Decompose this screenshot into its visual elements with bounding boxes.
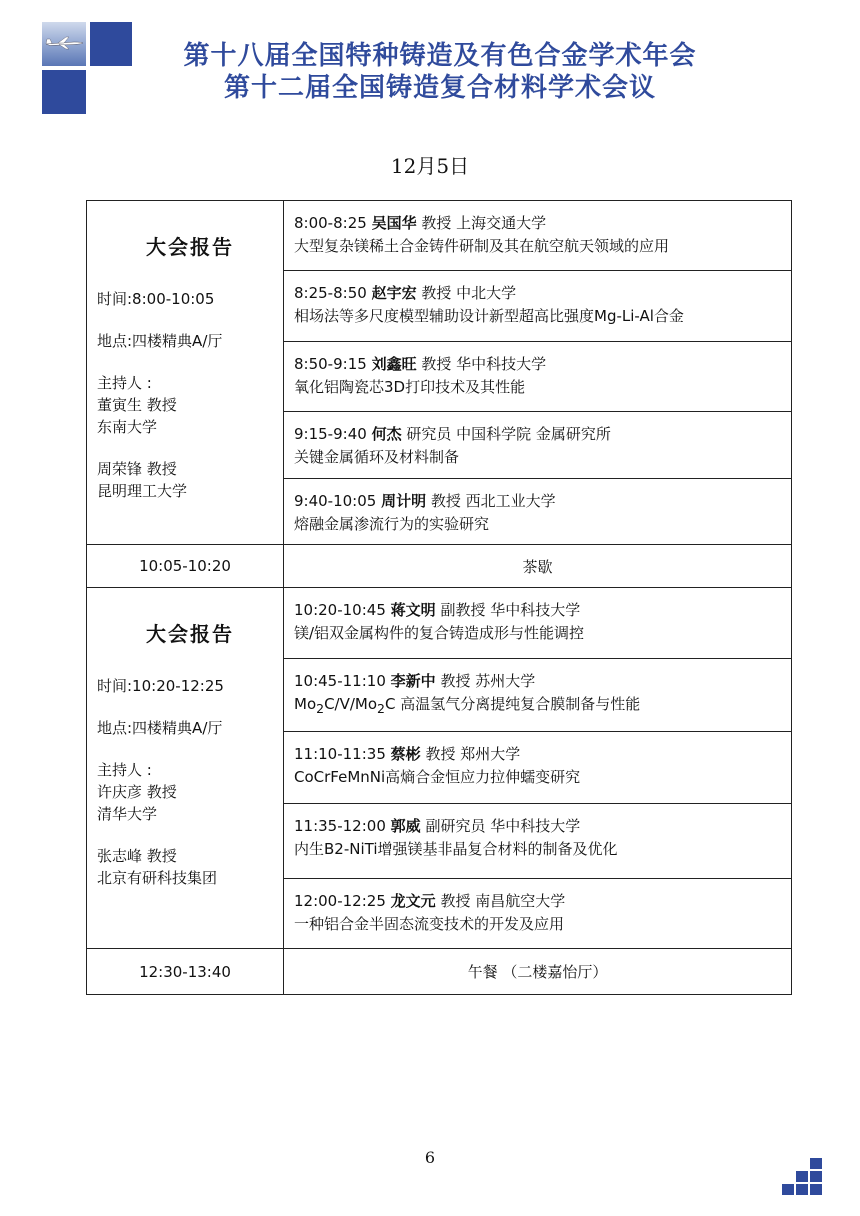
logo-square xyxy=(90,22,132,66)
corner-decoration xyxy=(782,1158,824,1196)
talk-info: 副教授 华中科技大学 xyxy=(440,601,581,619)
talk-time: 8:50-9:15 xyxy=(294,355,367,373)
talk-info: 副研究员 华中科技大学 xyxy=(425,817,581,835)
session-place: 地点:四楼精典A/厅 xyxy=(97,719,223,737)
talk-info: 研究员 中国科学院 金属研究所 xyxy=(406,425,611,443)
conference-logo xyxy=(42,22,132,114)
session-place: 地点:四楼精典A/厅 xyxy=(97,332,223,350)
conference-title xyxy=(140,40,740,104)
table-row xyxy=(87,949,792,995)
talk-time: 11:35-12:00 xyxy=(294,817,386,835)
talk-time: 8:00-8:25 xyxy=(294,214,367,232)
talk-time: 10:45-11:10 xyxy=(294,672,386,690)
table-row xyxy=(87,545,792,588)
talk-time: 12:00-12:25 xyxy=(294,892,386,910)
session-time: 时间:8:00-10:05 xyxy=(97,290,215,308)
schedule-table xyxy=(86,200,792,995)
talk-time: 9:15-9:40 xyxy=(294,425,367,443)
talk-topic: $Mo_2C/V/Mo_2C$ 高温氢气分离提纯复合膜制备与性能 xyxy=(294,695,641,716)
talk-cell xyxy=(284,342,792,412)
talk-info: 教授 上海交通大学 xyxy=(421,214,547,232)
talk-speaker: 吴国华 xyxy=(371,214,417,232)
talk-topic: 镁/铝双金属构件的复合铸造成形与性能调控 xyxy=(294,624,585,642)
host-org: 昆明理工大学 xyxy=(97,482,188,500)
talk-topic: 关键金属循环及材料制备 xyxy=(294,448,460,466)
talk-topic: 一种铝合金半固态流变技术的开发及应用 xyxy=(294,915,565,933)
host-org: 北京有研科技集团 xyxy=(97,869,218,887)
break-time: 12:30-13:40 xyxy=(87,949,284,995)
talk-cell xyxy=(284,412,792,479)
page-number: 6 xyxy=(424,1148,436,1167)
logo-square xyxy=(42,70,86,114)
talk-topic: CoCrFeMnNi高熵合金恒应力拉伸蠕变研究 xyxy=(294,768,581,786)
title-line-2: 第十二届全国铸造复合材料学术会议 xyxy=(223,73,656,103)
talk-time: 8:25-8:50 xyxy=(294,284,367,302)
break-time: 10:05-10:20 xyxy=(87,545,284,588)
session-2-info xyxy=(87,588,284,949)
host-label: 主持人 : xyxy=(97,374,152,392)
talk-info: 教授 苏州大学 xyxy=(440,672,536,690)
talk-info: 教授 中北大学 xyxy=(421,284,517,302)
host-name: 周荣锋 教授 xyxy=(97,460,177,478)
talk-cell xyxy=(284,732,792,804)
talk-speaker: 龙文元 xyxy=(390,892,436,910)
schedule-date: 12月5日 xyxy=(390,154,470,178)
session-title: 大会报告 xyxy=(146,235,234,259)
break-label: 茶歇 xyxy=(284,545,792,588)
talk-speaker: 刘鑫旺 xyxy=(371,355,417,373)
talk-topic: 熔融金属渗流行为的实验研究 xyxy=(294,515,490,533)
break-label: 午餐 （二楼嘉怡厅） xyxy=(284,949,792,995)
talk-topic: 大型复杂镁稀土合金铸件研制及其在航空航天领域的应用 xyxy=(294,237,670,255)
talk-info: 教授 西北工业大学 xyxy=(430,492,556,510)
airplane-image-tile xyxy=(42,22,86,66)
talk-info: 教授 郑州大学 xyxy=(425,745,521,763)
talk-cell xyxy=(284,659,792,732)
talk-speaker: 蒋文明 xyxy=(390,601,436,619)
talk-info: 教授 华中科技大学 xyxy=(421,355,547,373)
talk-time: 9:40-10:05 xyxy=(294,492,377,510)
airplane-icon xyxy=(44,36,84,50)
talk-speaker: 郭威 xyxy=(390,817,421,835)
talk-cell xyxy=(284,588,792,659)
talk-speaker: 李新中 xyxy=(390,672,436,690)
talk-speaker: 周计明 xyxy=(381,492,427,510)
session-1-info xyxy=(87,201,284,545)
session-time: 时间:10:20-12:25 xyxy=(97,677,224,695)
talk-topic: 氧化铝陶瓷芯3D打印技术及其性能 xyxy=(294,378,526,396)
host-name: 张志峰 教授 xyxy=(97,847,177,865)
talk-cell xyxy=(284,271,792,342)
talk-speaker: 赵宇宏 xyxy=(371,284,417,302)
talk-speaker: 蔡彬 xyxy=(390,745,421,763)
table-row xyxy=(87,201,792,271)
host-name: 许庆彦 教授 xyxy=(97,783,177,801)
talk-cell xyxy=(284,201,792,271)
table-row xyxy=(87,588,792,659)
talk-time: 11:10-11:35 xyxy=(294,745,386,763)
session-title: 大会报告 xyxy=(146,622,234,646)
talk-time: 10:20-10:45 xyxy=(294,601,386,619)
title-line-1: 第十八届全国特种铸造及有色合金学术年会 xyxy=(183,41,697,71)
host-label: 主持人 : xyxy=(97,761,152,779)
talk-cell xyxy=(284,879,792,949)
talk-info: 教授 南昌航空大学 xyxy=(440,892,566,910)
talk-cell xyxy=(284,804,792,879)
talk-cell xyxy=(284,479,792,545)
host-org: 东南大学 xyxy=(97,418,158,436)
talk-topic: 内生B2-NiTi增强镁基非晶复合材料的制备及优化 xyxy=(294,840,618,858)
host-name: 董寅生 教授 xyxy=(97,396,177,414)
talk-speaker: 何杰 xyxy=(371,425,402,443)
talk-topic: 相场法等多尺度模型辅助设计新型超高比强度Mg-Li-Al合金 xyxy=(294,307,684,325)
host-org: 清华大学 xyxy=(97,805,158,823)
